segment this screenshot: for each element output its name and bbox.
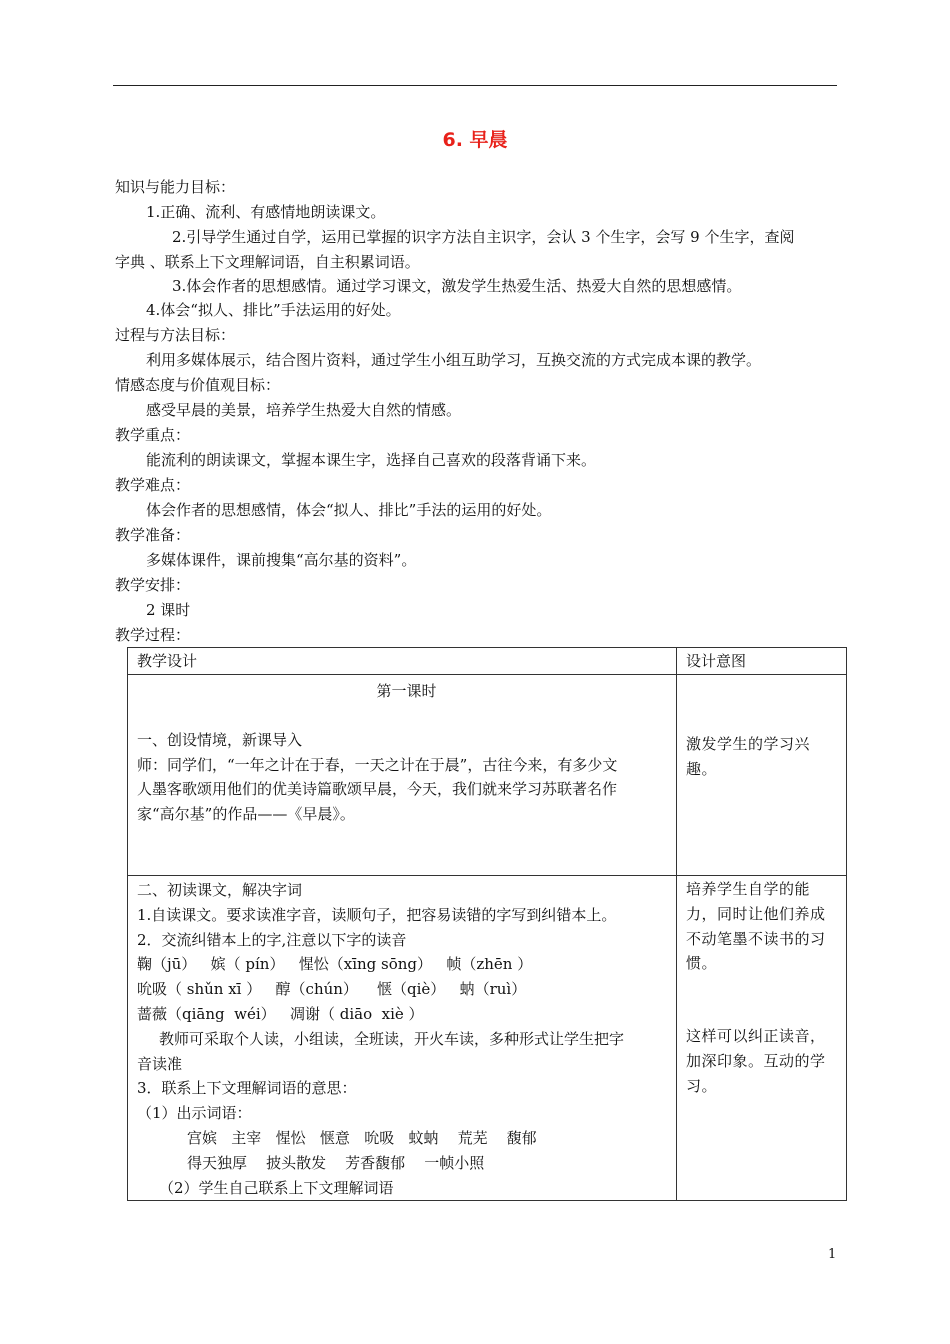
intent-line: 加深印象。互动的学 [686,1051,826,1070]
row2-design-cell [128,876,677,1201]
intent-line: 惯。 [686,954,718,973]
intent-line: 激发学生的学习兴 [686,735,811,753]
knowledge-item-2-cont: 字典 、联系上下文理解词语，自主积累词语。 [115,253,420,271]
pinyin-line-1: 鞠（jū） 嫔（ pín） 惺忪（xīng sōng） 帧（zhēn ） [137,955,533,974]
schedule-heading: 教学安排： [115,576,191,594]
row2-intent-cell [677,876,847,1201]
intent-line: 这样可以纠正读音， [686,1027,826,1046]
intro-line-2: 人墨客歌颂用他们的优美诗篇歌颂早晨，今天，我们就来学习苏联著名作 [137,780,618,799]
process-text: 利用多媒体展示，结合图片资料，通过学生小组互助学习，互换交流的方式完成本课的教学。 [146,351,762,369]
teacher-line-1: 教师可采取个人读，小组读，全班读，开火车读，多种形式让学生把字 [159,1029,625,1048]
attitude-heading: 情感态度与价值观目标： [115,376,281,394]
table-row [128,675,847,876]
intent-line: 力，同时让他们养成 [686,904,826,923]
knowledge-item-3: 3.体会作者的思想感情。通过学习课文，激发学生热爱生活、热爱大自然的思想感情。 [172,277,742,295]
step-3: 3．联系上下文理解词语的意思： [137,1079,357,1098]
intent-line: 趣。 [686,759,718,778]
step-1: 1.自读课文。要求读准字音，读顺句子，把容易读错的字写到纠错本上。 [137,905,617,924]
header-rule [113,85,837,86]
sub-step-1: （1）出示词语： [137,1104,252,1123]
teacher-line-2: 音读准 [137,1054,183,1073]
knowledge-heading: 知识与能力目标： [115,178,236,196]
attitude-text: 感受早晨的美景，培养学生热爱大自然的情感。 [146,401,462,419]
step-2: 2．交流纠错本上的字,注意以下字的读音 [137,930,407,949]
words-line-2: 得天独厚 披头散发 芳香馥郁 一帧小照 [187,1153,485,1172]
schedule-text: 2 课时 [146,601,191,619]
row1-intent-cell [677,675,847,876]
knowledge-item-4: 4.体会“拟人、排比”手法运用的好处。 [146,301,401,319]
pinyin-line-2: 吮吸（ shǔn xī ） 醇（chún） 惬（qiè） 蚋（ruì） [137,980,527,999]
class-title: 第一课时 [376,682,437,700]
difficulty-heading: 教学难点： [115,476,191,494]
words-line-1: 宫嫔 主宰 惺忪 惬意 吮吸 蚊蚋 荒芜 馥郁 [187,1128,537,1147]
table-row [128,876,847,1201]
process-heading: 过程与方法目标： [115,326,236,344]
knowledge-item-1: 1.正确、流利、有感情地朗读课文。 [146,203,386,221]
section-title-2: 二、初读课文，解决字词 [137,881,303,899]
section-title-1: 一、创设情境，新课导入 [137,730,303,749]
knowledge-item-2: 2.引导学生通过自学，运用已掌握的识字方法自主识字，会认 3 个生字，会写 9 个生字，查阅 [172,228,795,246]
prep-heading: 教学准备： [115,526,191,544]
difficulty-text: 体会作者的思想感情，体会“拟人、排比”手法的运用的好处。 [146,501,552,519]
table-header-row [128,648,847,675]
intro-line-1: 师：同学们，“一年之计在于春，一天之计在于晨”，古往今来，有多少文 [137,755,618,774]
intro-line-3: 家“高尔基”的作品——《早晨》。 [137,805,355,824]
prep-text: 多媒体课件，课前搜集“高尔基的资料”。 [146,551,417,569]
col2-header: 设计意图 [677,648,847,675]
process-main-heading: 教学过程： [115,626,191,644]
intent-line: 不动笔墨不读书的习 [686,929,826,948]
row1-design-cell [128,675,677,876]
key-heading: 教学重点： [115,426,191,444]
page-number: 1 [828,1247,837,1262]
intent-line: 习。 [686,1076,718,1095]
col1-header: 教学设计 [128,648,677,675]
key-text: 能流利的朗读课文，掌握本课生字，选择自己喜欢的段落背诵下来。 [146,451,597,469]
lesson-table [127,647,847,1201]
intent-line: 培养学生自学的能 [686,880,811,898]
page-title: 6. 早晨 [442,129,508,151]
sub-step-2: （2）学生自己联系上下文理解词语 [159,1178,394,1197]
pinyin-line-3: 蔷薇（qiāng wéi） 凋谢（ diāo xiè ） [137,1004,424,1023]
